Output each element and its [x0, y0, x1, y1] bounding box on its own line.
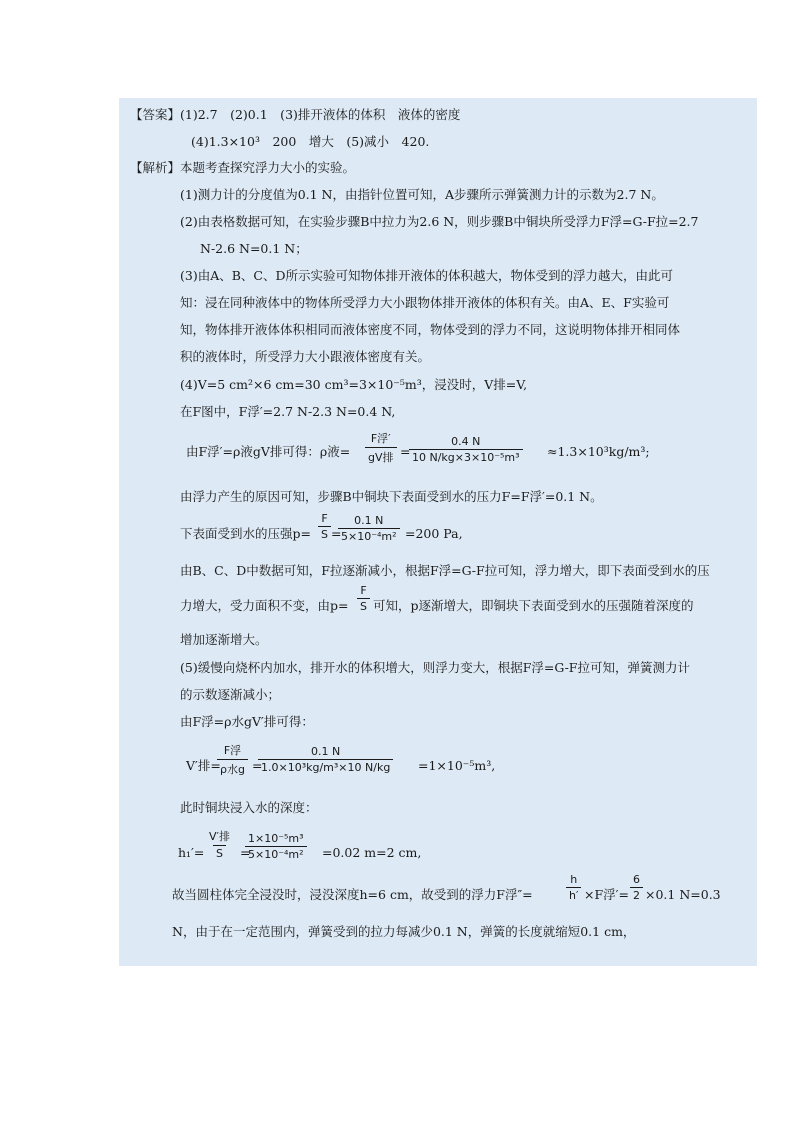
fraction-denominator: ρ水g — [217, 759, 248, 777]
numeric-ratio-fraction — [630, 873, 643, 902]
analysis-p5g-pre: 故当圆柱体完全浸没时，浸没深度h=6 cm，故受到的浮力F浮″= — [172, 887, 533, 902]
fraction-numerator: F — [360, 584, 367, 597]
fraction-numerator: F — [321, 512, 328, 525]
volume-fraction-symbolic — [217, 742, 248, 777]
density-fraction-symbolic — [365, 430, 397, 465]
pressure-fraction-symbolic — [318, 512, 331, 541]
analysis-p5g-post: ×0.1 N=0.3 — [645, 887, 721, 902]
depth-fraction-numeric — [245, 832, 307, 861]
analysis-p3c: 知，物体排开液体体积相同而液体密度不同，物体受到的浮力不同，这说明物体排开相同体 — [180, 322, 681, 337]
analysis-p5f-pre: h₁′= — [178, 845, 205, 860]
analysis-p3b: 知：浸在同种液体中的物体所受浮力大小跟物体排开液体的体积有关。由A、E、F实验可 — [180, 295, 670, 310]
analysis-p2a: (2)由表格数据可知，在实验步骤B中拉力为2.6 N，则步骤B中铜块所受浮力F浮=G-F拉=2.7 — [180, 214, 699, 229]
analysis-p5d-pre: V′排= — [186, 758, 221, 773]
fraction-numerator: F浮′ — [370, 432, 391, 445]
analysis-p4g-post: 可知，p逐渐增大，即铜块下表面受到水的压强随着深度的 — [373, 598, 694, 613]
fraction-denominator: 5×10⁻⁴m² — [245, 846, 307, 861]
analysis-p4f: 由B、C、D中数据可知，F拉逐渐减小，根据F浮=G-F拉可知，浮力增大，即下表面受到水的压 — [180, 563, 710, 578]
answer-line-1 — [130, 107, 460, 123]
analysis-p3d: 积的液体时，所受浮力大小跟液体密度有关。 — [180, 349, 431, 364]
analysis-p4c-pre: 由F浮′=ρ液gV排可得：ρ液= — [186, 444, 351, 459]
analysis-line-intro — [130, 160, 355, 176]
analysis-p5a: (5)缓慢向烧杯内加水，排开水的体积增大，则浮力变大，根据F浮=G-F拉可知，弹簧测力计 — [180, 660, 690, 675]
fraction-denominator: 5×10⁻⁴m² — [338, 528, 400, 543]
volume-fraction-numeric — [258, 745, 393, 774]
fraction-numerator: h — [570, 873, 578, 886]
pressure-fraction-inline — [357, 584, 370, 613]
analysis-tag: 【解析】 — [130, 160, 181, 175]
analysis-p4h: 增加逐渐增大。 — [180, 632, 268, 647]
analysis-p5f-post: =0.02 m=2 cm, — [322, 845, 422, 860]
analysis-p4g-pre: 力增大，受力面积不变，由p= — [180, 598, 349, 613]
analysis-p4e-post: =200 Pa, — [405, 526, 463, 541]
equals-sign: = — [400, 444, 411, 459]
fraction-numerator: V′排 — [209, 830, 231, 843]
fraction-numerator: 0.1 N — [311, 745, 341, 758]
answer-line-2: (4)1.3×10³ 200 增大 (5)减小 420. — [191, 134, 430, 149]
answer-text-1: (1)2.7 (2)0.1 (3)排开液体的体积 液体的密度 — [180, 107, 461, 122]
fraction-denominator: h′ — [566, 887, 581, 902]
analysis-p5d-post: =1×10⁻⁵m³, — [418, 758, 496, 773]
analysis-p4c-post: ≈1.3×10³kg/m³; — [547, 444, 650, 459]
analysis-p5g-mid: ×F浮′= — [584, 887, 629, 902]
analysis-p5c: 由F浮=ρ水gV′排可得： — [180, 714, 314, 729]
fraction-numerator: 1×10⁻⁵m³ — [248, 832, 304, 845]
analysis-p5b: 的示数逐渐减小； — [180, 687, 281, 702]
answer-tag: 【答案】 — [130, 107, 181, 122]
pressure-fraction-numeric — [338, 514, 400, 543]
analysis-p4d: 由浮力产生的原因可知，步骤B中铜块下表面受到水的压力F=F浮′=0.1 N。 — [180, 489, 603, 504]
analysis-p5h: N，由于在一定范围内，弹簧受到的拉力每减少0.1 N，弹簧的长度就缩短0.1 cm， — [172, 924, 636, 939]
fraction-numerator: 0.4 N — [451, 435, 481, 448]
fraction-denominator: 10 N/kg×3×10⁻⁵m³ — [409, 449, 523, 464]
equals-sign: = — [252, 758, 263, 773]
analysis-p3a: (3)由A、B、C、D所示实验可知物体排开液体的体积越大，物体受到的浮力越大，由此可 — [180, 268, 674, 283]
analysis-p4a: (4)V=5 cm²×6 cm=30 cm³=3×10⁻⁵m³，浸没时，V排=V, — [180, 377, 528, 392]
fraction-denominator: S — [318, 526, 331, 541]
analysis-intro: 本题考查探究浮力大小的实验。 — [180, 160, 356, 175]
analysis-p5e: 此时铜块浸入水的深度： — [180, 800, 318, 815]
analysis-p2b: N-2.6 N=0.1 N； — [200, 241, 308, 256]
analysis-p4e-pre: 下表面受到水的压强p= — [180, 526, 311, 541]
analysis-p4b: 在F图中，F浮′=2.7 N-2.3 N=0.4 N, — [180, 404, 396, 419]
fraction-denominator: gV排 — [365, 447, 397, 465]
density-fraction-numeric — [409, 435, 523, 464]
fraction-denominator: 2 — [630, 887, 643, 902]
equals-sign: = — [331, 526, 342, 541]
equals-sign: = — [240, 845, 251, 860]
fraction-numerator: F浮 — [223, 744, 242, 757]
fraction-denominator: S — [357, 598, 370, 613]
fraction-numerator: 6 — [633, 873, 640, 886]
depth-ratio-fraction — [566, 873, 581, 902]
depth-fraction-symbolic — [206, 828, 233, 860]
fraction-denominator: S — [213, 845, 226, 860]
fraction-numerator: 0.1 N — [354, 514, 384, 527]
fraction-denominator: 1.0×10³kg/m³×10 N/kg — [258, 759, 393, 774]
analysis-p1: (1)测力计的分度值为0.1 N，由指针位置可知，A步骤所示弹簧测力计的示数为2.7 N。 — [180, 187, 664, 202]
